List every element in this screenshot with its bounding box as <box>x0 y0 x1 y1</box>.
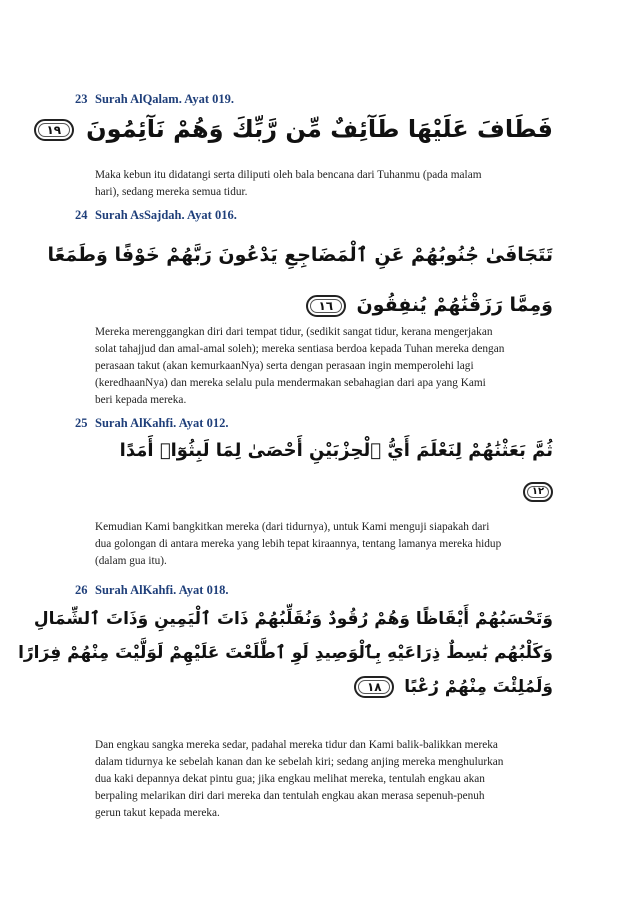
section-heading-26 <box>75 583 228 598</box>
ayah-marker: ١٩ <box>34 119 74 141</box>
arabic-verse-line: وَتَحْسَبُهُمْ أَيْقَاظًا وَهُمْ رُقُودٌ وَنُقَلِّبُهُمْ ذَاتَ ٱلْيَمِينِ وَذَاتَ ٱلشِّمَالِ <box>33 609 553 629</box>
section-title: Surah AlKahfi. Ayat 018. <box>95 583 229 597</box>
translation-paragraph <box>95 519 565 570</box>
ayah-marker: ١٢ <box>523 482 553 502</box>
arabic-verse-line: وَكَلْبُهُم بَٰسِطٌ ذِرَاعَيْهِ بِٱلْوَصِيدِ لَوِ ٱطَّلَعْتَ عَلَيْهِمْ لَوَلَّيْتَ مِنْهُمْ فِرَارًا <box>18 643 553 663</box>
translation-line: dua kaki depannya dekat pintu gua; jika engkau melihat mereka, tentulah engkau akan <box>95 773 485 785</box>
translation-line: Kemudian Kami bangkitkan mereka (dari tidurnya), untuk Kami menguji siapakah dari <box>95 521 490 533</box>
translation-paragraph <box>95 167 565 201</box>
section-number: 25 <box>75 416 88 430</box>
ayah-marker-row <box>523 481 553 502</box>
translation-paragraph <box>95 324 565 409</box>
translation-line: Dan engkau sangka mereka sedar, padahal mereka tidur dan Kami balik-balikkan mereka <box>95 739 498 751</box>
translation-line: gerun takut kepada mereka. <box>95 807 220 819</box>
section-number: 26 <box>75 583 88 597</box>
section-heading-25 <box>75 416 228 431</box>
translation-line: beri kepada mereka. <box>95 394 187 406</box>
arabic-verse-block <box>48 230 553 330</box>
arabic-verse-line: وَمِمَّا رَزَقْنَٰهُمْ يُنفِقُونَ <box>356 294 553 316</box>
arabic-verse-line: ثُمَّ بَعَثْنَٰهُمْ لِنَعْلَمَ أَيُّ ٱلْحِزْبَيْنِ أَحْصَىٰ لِمَا لَبِثُوٓا۟ أَمَدًا <box>119 440 553 461</box>
arabic-verse-line: وَلَمُلِئْتَ مِنْهُمْ رُعْبًا <box>404 677 553 697</box>
arabic-verse-block <box>18 602 553 704</box>
section-title: Surah AsSajdah. Ayat 016. <box>95 208 237 222</box>
section-number: 24 <box>75 208 88 222</box>
section-heading-24 <box>75 208 237 223</box>
translation-line: (dalam gua itu). <box>95 555 167 567</box>
section-title: Surah AlQalam. Ayat 019. <box>95 92 235 106</box>
arabic-verse-block <box>120 436 553 466</box>
translation-line: dua golongan di antara mereka yang lebih tepat kiraannya, tentang lamanya mereka hidup <box>95 538 502 550</box>
translation-line: (keredhaanNya) dan mereka selalu pula mendermakan sebahagian dari apa yang Kami <box>95 377 486 389</box>
arabic-verse-line: تَتَجَافَىٰ جُنُوبُهُمْ عَنِ ٱلْمَضَاجِعِ يَدْعُونَ رَبَّهُمْ خَوْفًا وَطَمَعًا <box>47 244 553 266</box>
translation-line: hari), sedang mereka semua tidur. <box>95 186 248 198</box>
translation-line: Mereka merenggangkan diri dari tempat tidur, (sedikit sangat tidur, kerana mengerjakan <box>95 326 493 338</box>
section-number: 23 <box>75 92 88 106</box>
translation-line: berpaling melarikan diri dari mereka dan tentulah engkau akan merasa sepenuh-penuh <box>95 790 485 802</box>
translation-paragraph <box>95 737 565 822</box>
translation-line: solat tahajjud dan amal-amal soleh); mereka sentiasa berdoa kepada Tuhan mereka dengan <box>95 343 505 355</box>
arabic-verse-line: فَطَافَ عَلَيْهَا طَآئِفٌ مِّن رَّبِّكَ وَهُمْ نَآئِمُونَ <box>86 115 553 143</box>
arabic-verse-block <box>34 114 553 144</box>
ayah-marker: ١٨ <box>354 676 394 698</box>
section-heading-23 <box>75 92 234 107</box>
ayah-marker: ١٦ <box>306 295 346 317</box>
translation-line: dalam tidurnya ke sebelah kanan dan ke sebelah kiri; sedang anjing mereka menghulurkan <box>95 756 504 768</box>
translation-line: perasaan takut (akan kemurkaanNya) serta dengan perasaan ingin memperolehi lagi <box>95 360 474 372</box>
translation-line: Maka kebun itu didatangi serta diliputi oleh bala bencana dari Tuhanmu (pada malam <box>95 169 482 181</box>
section-title: Surah AlKahfi. Ayat 012. <box>95 416 229 430</box>
